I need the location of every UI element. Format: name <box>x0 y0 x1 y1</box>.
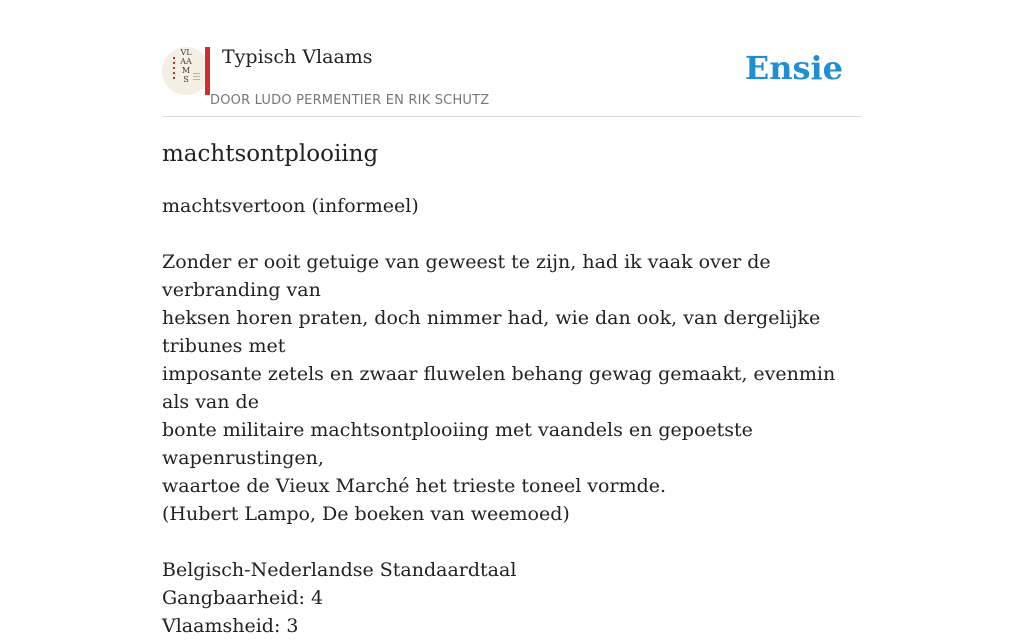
example-line: bonte militaire machtsontplooiing met vaandels en gepoetste wapenrustingen, <box>162 419 753 469</box>
cover-red-edge <box>205 47 210 95</box>
blog-title-link[interactable]: Typisch Vlaams <box>222 46 373 68</box>
dictionary-entry <box>162 138 862 640</box>
entry-meaning: machtsvertoon (informeel) <box>162 195 419 217</box>
entry-headword: machtsontplooiing <box>162 141 379 167</box>
example-line: imposante zetels en zwaar fluwelen behang gewag gemaakt, evenmin als van de <box>162 363 836 413</box>
example-line: heksen horen praten, doch nimmer had, wie dan ook, van dergelijke tribunes met <box>162 307 821 357</box>
entry-currency-rating: Gangbaarheid: 4 <box>162 587 324 609</box>
example-source: (Hubert Lampo, De boeken van weemoed) <box>162 503 570 525</box>
book-cover-icon[interactable] <box>162 47 210 95</box>
example-line: Zonder er ooit getuige van geweest te zijn, had ik vaak over de verbranding van <box>162 251 771 301</box>
entry-flemishness-rating: Vlaamsheid: 3 <box>162 615 299 637</box>
entry-example-quote <box>162 248 862 528</box>
cover-small-print <box>193 73 200 81</box>
example-line: waartoe de Vieux Marché het trieste toneel vormde. <box>162 475 667 497</box>
author-byline: DOOR LUDO PERMENTIER EN RIK SCHUTZ <box>210 93 490 108</box>
ensie-logo-link[interactable]: Ensie <box>744 49 843 87</box>
page-header <box>162 40 862 117</box>
cover-title-text: VLAAMS <box>180 48 192 84</box>
entry-language: Belgisch-Nederlandse Standaardtaal <box>162 559 517 581</box>
cover-red-marks <box>173 57 175 79</box>
